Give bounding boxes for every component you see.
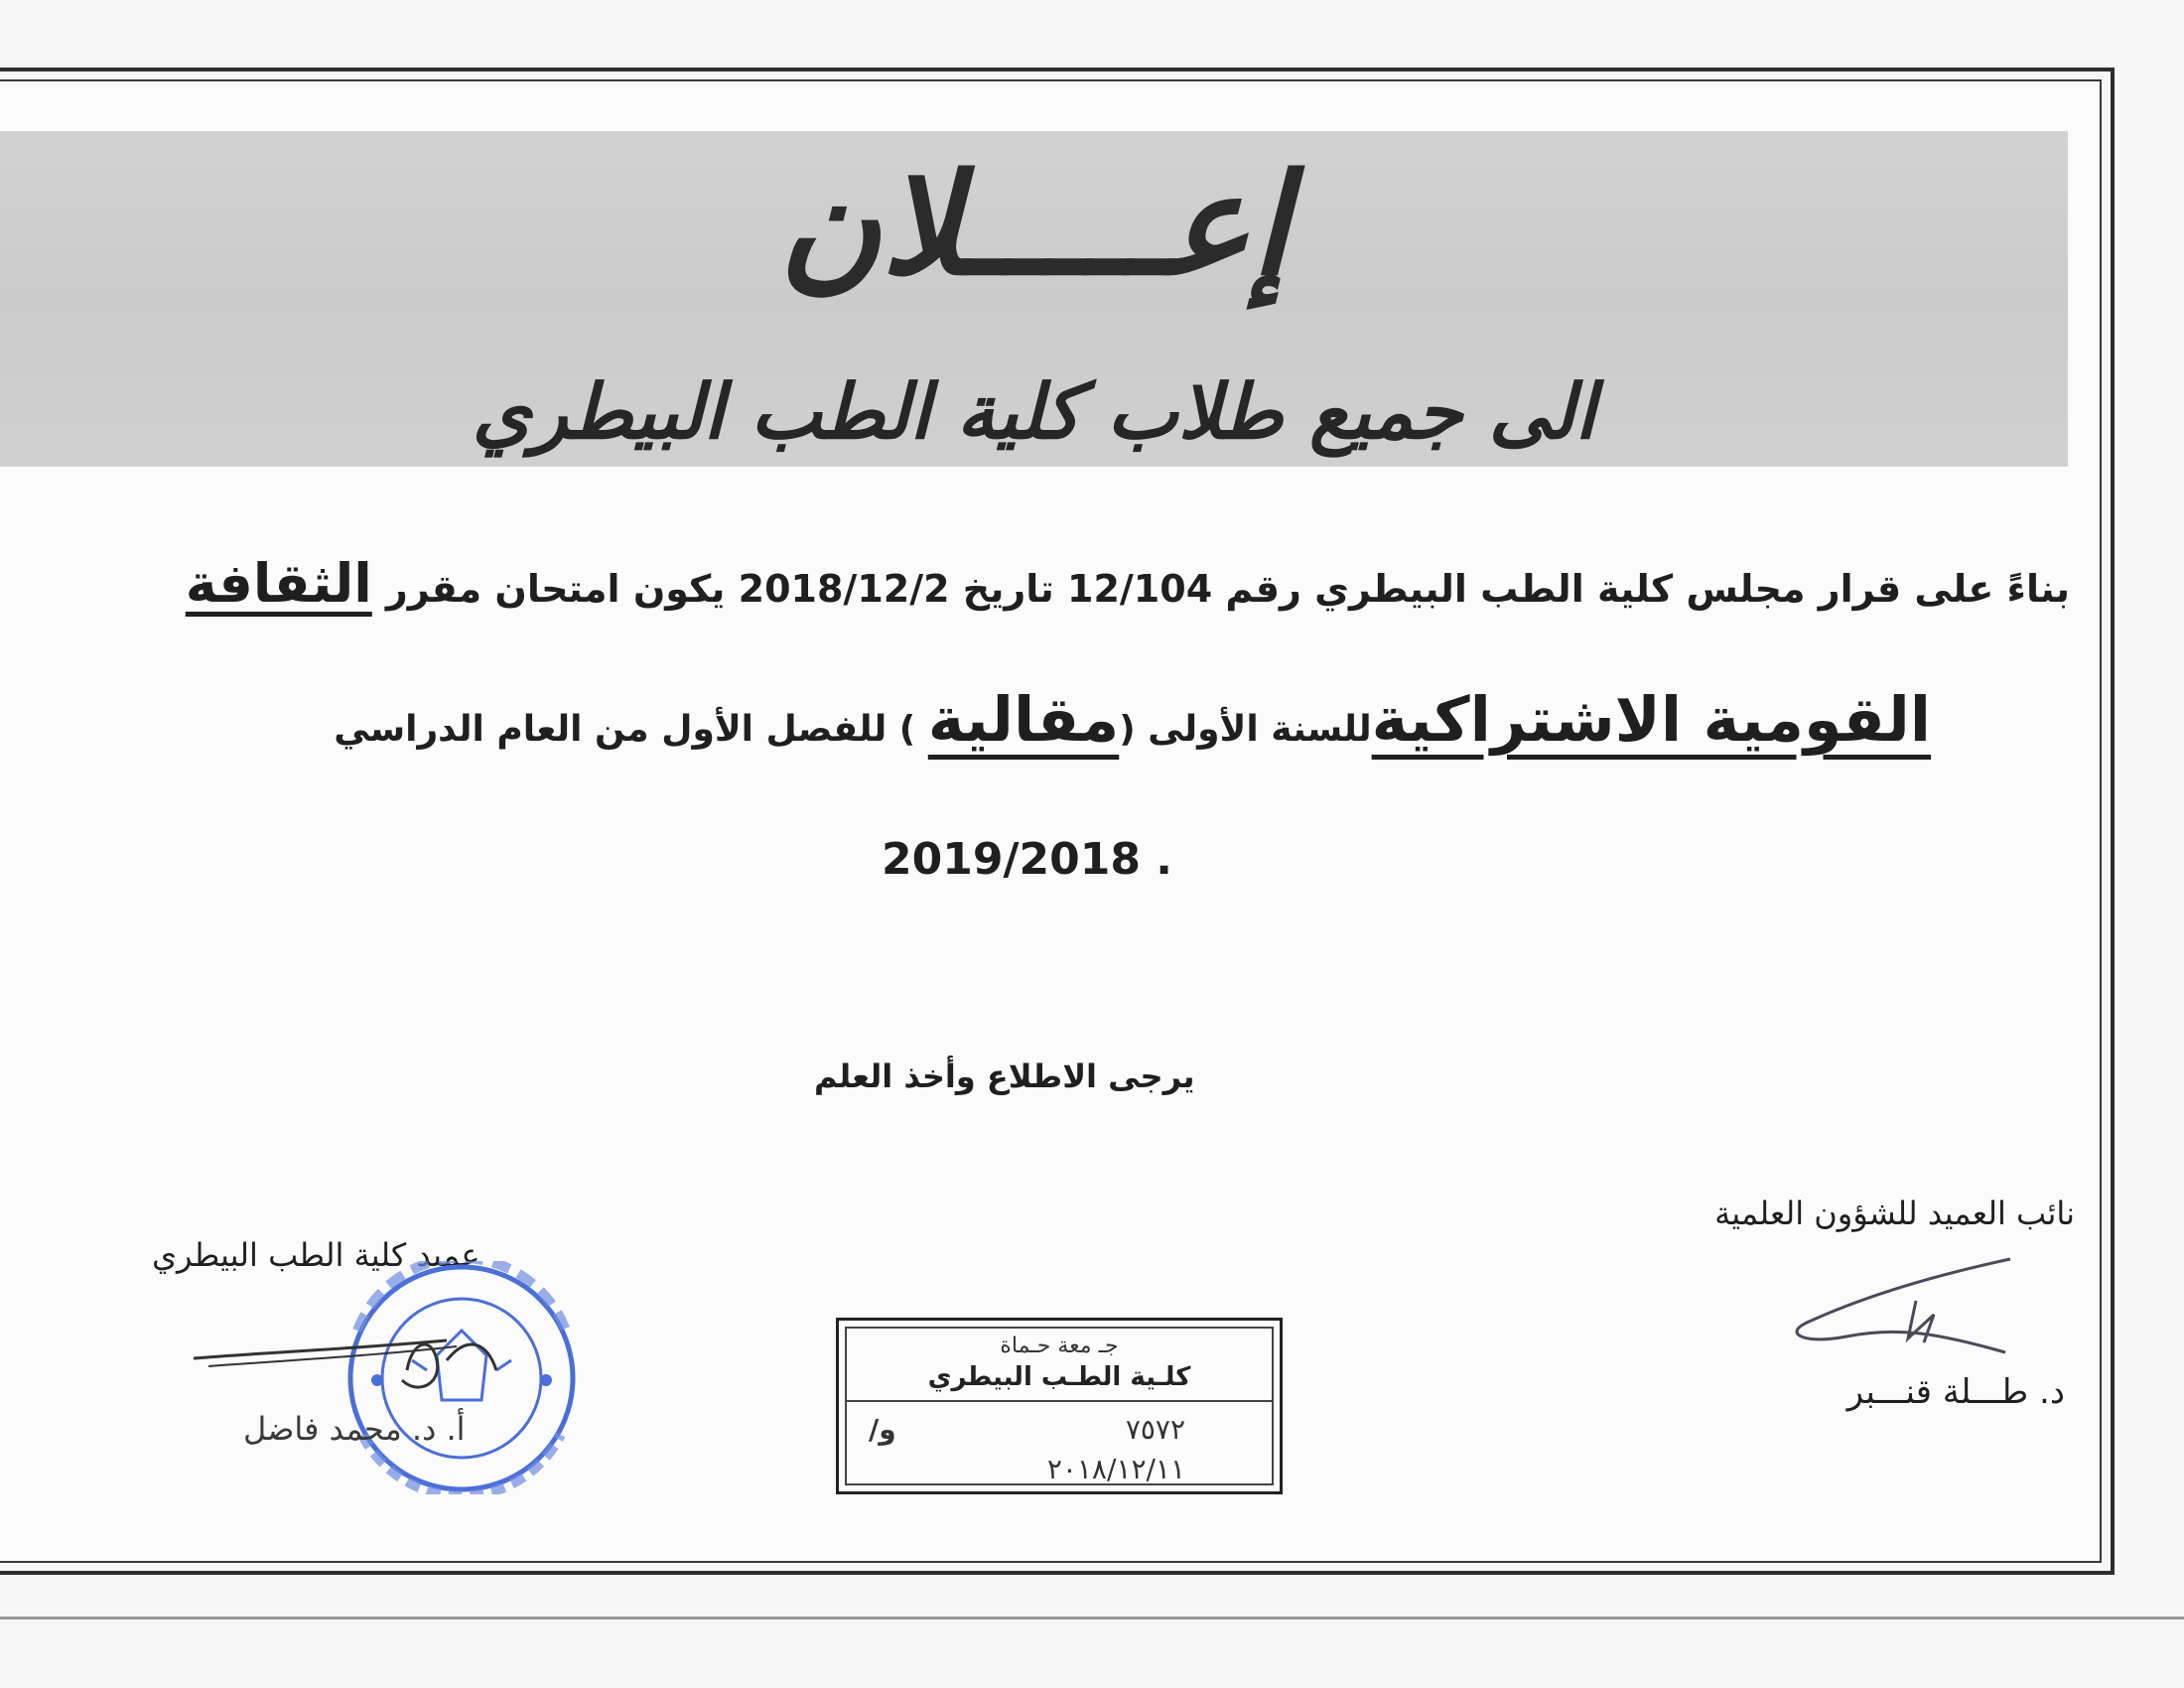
stamp-date-row bbox=[869, 1450, 1260, 1489]
notice-text: يرجى الاطلاع وأخذ العلم bbox=[814, 1057, 1195, 1095]
vice-dean-signature bbox=[1777, 1253, 2035, 1362]
stamp-divider bbox=[845, 1400, 1274, 1402]
stamp-number-row bbox=[869, 1410, 1260, 1450]
announcement-subtitle: الى جميع طلاب كلية الطب البيطري bbox=[472, 367, 1596, 456]
course-name-part-2: القومية الاشتراكية bbox=[1371, 683, 1931, 756]
stamp-number-mark: و/ bbox=[869, 1413, 896, 1446]
academic-year: 2019/2018 . bbox=[882, 834, 1173, 885]
course-name-part-1: الثقافة bbox=[185, 552, 372, 615]
body-line-1 bbox=[186, 544, 2070, 629]
vice-dean-name: د. طـــلة قنـــبر bbox=[1846, 1372, 2065, 1412]
exam-type: مقالية bbox=[927, 683, 1120, 756]
body-line-2 bbox=[334, 665, 1931, 784]
dean-title: عميد كلية الطب البيطري bbox=[152, 1236, 480, 1274]
stamp-number: ٧٥٧٢ bbox=[1125, 1413, 1185, 1446]
year-text: للسنة الأولى ( bbox=[1119, 709, 1372, 750]
registry-stamp bbox=[836, 1318, 1283, 1494]
dean-signature bbox=[189, 1331, 516, 1410]
stamp-university: جـ معة حـماة bbox=[1000, 1334, 1119, 1358]
semester-text: ) للفصل الأول من العام الدراسي bbox=[334, 709, 916, 750]
stamp-faculty: كلـية الطـب البيطري bbox=[927, 1362, 1191, 1392]
dean-name: أ. د. محمد فاضل bbox=[243, 1410, 466, 1448]
bottom-rule bbox=[0, 1617, 2184, 1619]
body-line-1-text: بناءً على قرار مجلس كلية الطب البيطري رقم 12/104 تاريخ 2018/12/2 يكون امتحان مقرر bbox=[385, 567, 2070, 611]
announcement-title: إعـــــلان bbox=[778, 144, 1290, 307]
stamp-date: ٢٠١٨/١٢/١١ bbox=[1046, 1453, 1185, 1485]
vice-dean-title: نائب العميد للشؤون العلمية bbox=[1714, 1195, 2075, 1232]
